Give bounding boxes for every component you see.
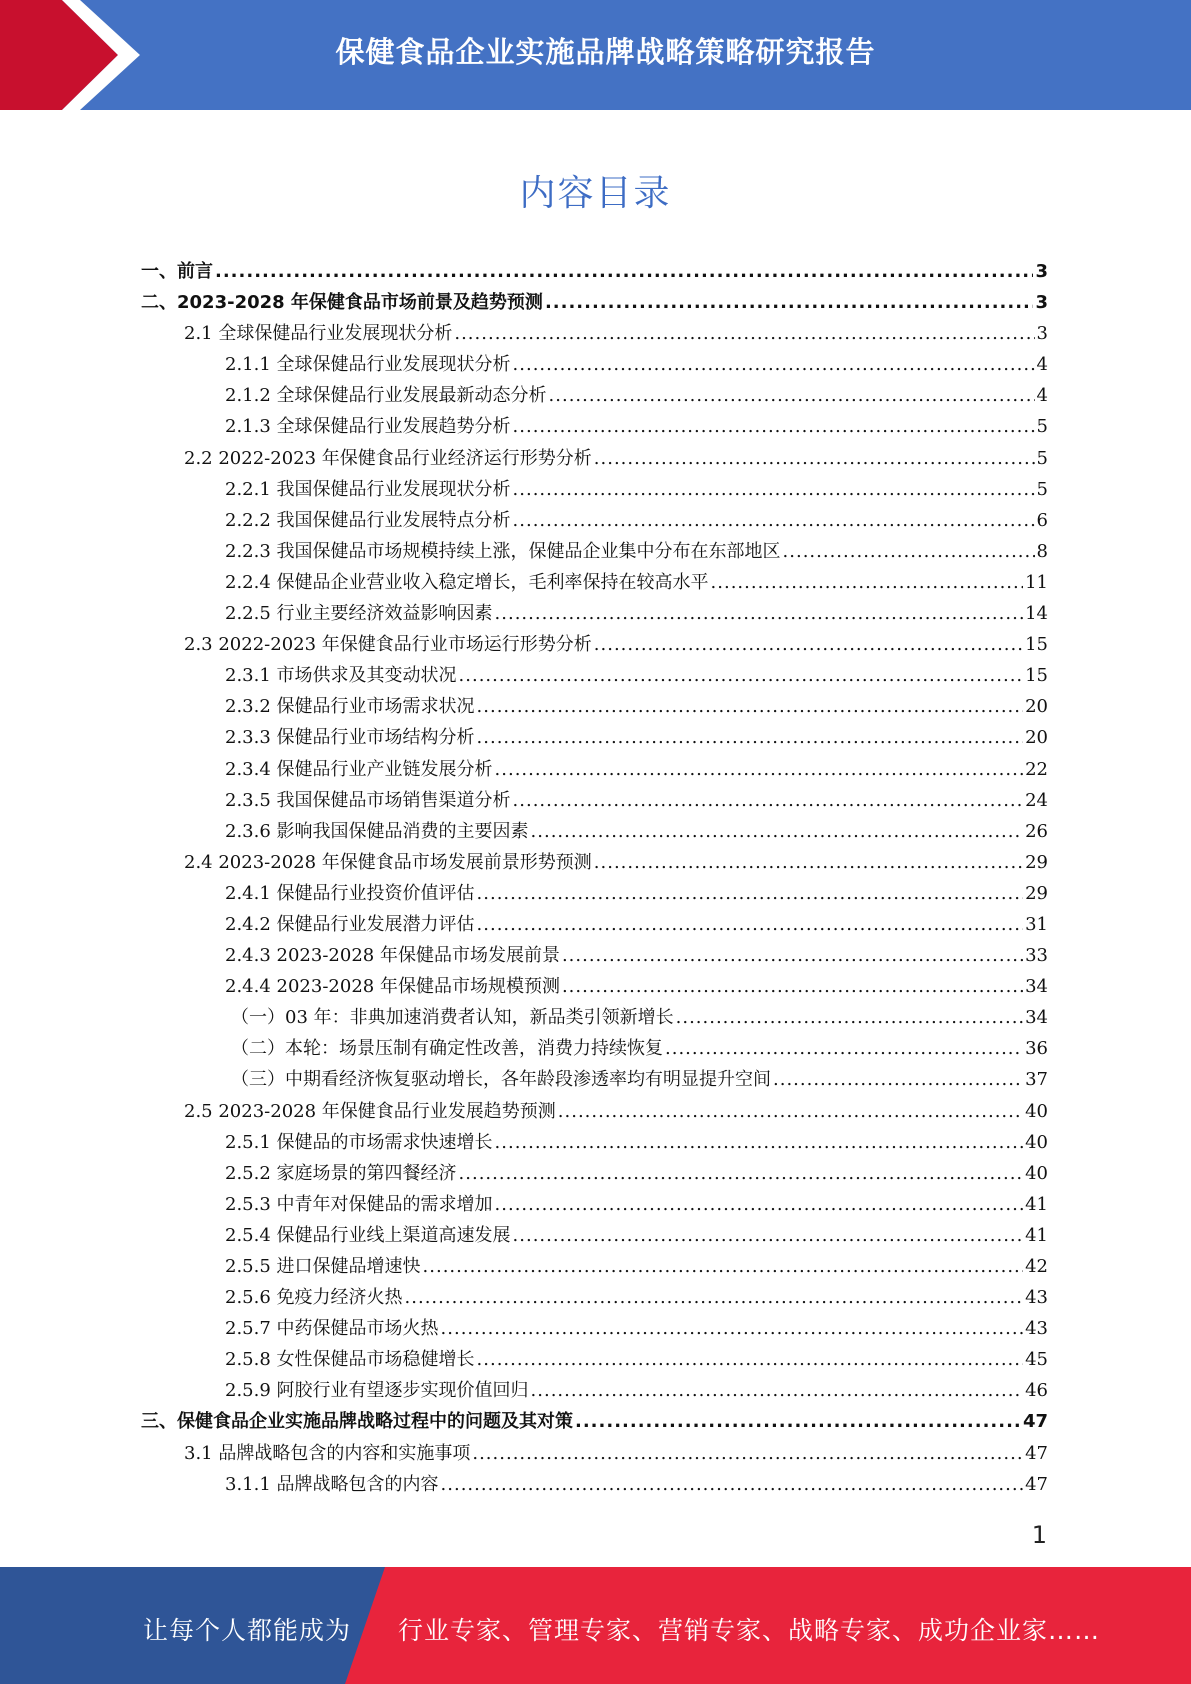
toc-entry-page: 15 xyxy=(1025,665,1048,687)
toc-entry-page: 24 xyxy=(1025,789,1048,811)
toc-dot-leader xyxy=(477,883,1024,904)
toc-entry[interactable] xyxy=(141,910,1048,941)
toc-entry-label: 2.3 2022-2023 年保健食品行业市场运行形势分析 xyxy=(184,634,592,656)
toc-dot-leader xyxy=(477,1349,1024,1370)
toc-entry[interactable] xyxy=(141,319,1048,350)
toc-entry[interactable] xyxy=(141,972,1048,1003)
toc-entry-page: 42 xyxy=(1025,1256,1048,1277)
toc-dot-leader xyxy=(531,821,1024,842)
toc-entry-page: 3 xyxy=(1035,261,1048,282)
toc-dot-leader xyxy=(711,572,1024,593)
toc-entry-label: 2.4.3 2023-2028 年保健品市场发展前景 xyxy=(225,945,560,967)
toc-entry[interactable] xyxy=(141,848,1048,879)
toc-entry[interactable] xyxy=(141,537,1048,568)
toc-entry-page: 43 xyxy=(1025,1287,1048,1309)
page-number: 1 xyxy=(1031,1521,1047,1549)
toc-entry[interactable] xyxy=(141,257,1048,288)
toc-dot-leader xyxy=(513,1225,1024,1246)
toc-entry[interactable] xyxy=(141,786,1048,817)
toc-dot-leader xyxy=(513,354,1035,375)
toc-dot-leader xyxy=(676,1007,1023,1028)
toc-entry[interactable] xyxy=(141,412,1048,443)
toc-dot-leader xyxy=(441,1318,1024,1339)
toc-entry-page: 5 xyxy=(1036,478,1048,500)
toc-entry-page: 14 xyxy=(1025,603,1048,625)
toc-entry[interactable] xyxy=(141,1407,1048,1438)
toc-entry-label: 三、保健食品企业实施品牌战略过程中的问题及其对策 xyxy=(141,1411,573,1433)
toc-entry-page: 6 xyxy=(1036,509,1048,531)
toc-entry-page: 40 xyxy=(1025,1162,1048,1184)
toc-entry-page: 31 xyxy=(1025,913,1048,935)
toc-dot-leader xyxy=(594,448,1035,469)
toc-entry-label: 2.4 2023-2028 年保健食品市场发展前景形势预测 xyxy=(184,851,592,873)
toc-entry[interactable] xyxy=(141,817,1048,848)
toc-entry-label: 2.5.8 女性保健品市场稳健增长 xyxy=(225,1349,475,1371)
toc-dot-leader xyxy=(477,727,1024,748)
toc-entry-label: 2.5.5 进口保健品增速快 xyxy=(225,1256,421,1277)
toc-entry-page: 20 xyxy=(1025,727,1048,749)
toc-entry[interactable] xyxy=(141,1190,1048,1221)
toc-entry[interactable] xyxy=(141,1221,1048,1252)
toc-dot-leader xyxy=(549,385,1035,406)
toc-entry-page: 34 xyxy=(1025,976,1048,998)
toc-entry[interactable] xyxy=(141,941,1048,972)
toc-dot-leader xyxy=(562,976,1023,997)
toc-entry-page: 4 xyxy=(1036,385,1048,407)
toc-entry-page: 37 xyxy=(1025,1069,1048,1091)
toc-dot-leader xyxy=(215,261,1033,282)
toc-entry-label: （一）03 年：非典加速消费者认知，新品类引领新增长 xyxy=(231,1007,674,1029)
toc-dot-leader xyxy=(513,790,1024,811)
toc-entry-page: 3 xyxy=(1036,323,1048,345)
toc-entry[interactable] xyxy=(141,661,1048,692)
toc-dot-leader xyxy=(459,665,1024,686)
toc-entry-label: 2.1.1 全球保健品行业发展现状分析 xyxy=(225,354,511,376)
toc-entry[interactable] xyxy=(141,1065,1048,1096)
toc-entry-page: 29 xyxy=(1025,851,1048,873)
toc-dot-leader xyxy=(665,1038,1023,1059)
toc-entry-label: 2.5.1 保健品的市场需求快速增长 xyxy=(225,1131,493,1153)
toc-entry-page: 33 xyxy=(1025,945,1048,967)
toc-entry-label: 2.4.2 保健品行业发展潜力评估 xyxy=(225,913,475,935)
toc-entry-page: 29 xyxy=(1025,882,1048,904)
toc-dot-leader xyxy=(423,1256,1024,1277)
toc-dot-leader xyxy=(495,1132,1024,1153)
toc-entry-label: 一、前言 xyxy=(141,261,213,282)
toc-dot-leader xyxy=(495,759,1024,780)
toc-entry-label: 2.2.1 我国保健品行业发展现状分析 xyxy=(225,478,511,500)
toc-entry-page: 40 xyxy=(1025,1131,1048,1153)
toc-entry-page: 15 xyxy=(1025,634,1048,656)
toc-entry[interactable] xyxy=(141,1003,1048,1034)
toc-dot-leader xyxy=(513,479,1035,500)
toc-entry-label: 2.1 全球保健品行业发展现状分析 xyxy=(184,323,453,345)
toc-dot-leader xyxy=(545,292,1034,313)
toc-entry-label: 2.3.4 保健品行业产业链发展分析 xyxy=(225,758,493,780)
toc-entry-label: 2.4.1 保健品行业投资价值评估 xyxy=(225,882,475,904)
toc-entry-page: 47 xyxy=(1025,1442,1048,1464)
toc-entry[interactable] xyxy=(141,692,1048,723)
toc-entry-label: 2.5.6 免疫力经济火热 xyxy=(225,1287,403,1309)
toc-dot-leader xyxy=(558,1101,1023,1122)
toc-entry[interactable] xyxy=(141,1097,1048,1128)
table-of-contents xyxy=(141,257,1048,1501)
toc-entry-label: 2.1.2 全球保健品行业发展最新动态分析 xyxy=(225,385,547,407)
toc-entry[interactable] xyxy=(141,1345,1048,1376)
toc-dot-leader xyxy=(405,1287,1024,1308)
toc-entry-label: 3.1 品牌战略包含的内容和实施事项 xyxy=(184,1442,471,1464)
toc-entry[interactable] xyxy=(141,755,1048,786)
toc-entry[interactable] xyxy=(141,1376,1048,1407)
toc-entry-label: 2.3.3 保健品行业市场结构分析 xyxy=(225,727,475,749)
toc-entry-label: 2.3.2 保健品行业市场需求状况 xyxy=(225,696,475,718)
toc-entry-page: 5 xyxy=(1036,447,1048,469)
toc-dot-leader xyxy=(513,510,1035,531)
toc-entry[interactable] xyxy=(141,444,1048,475)
toc-entry-label: 2.5.2 家庭场景的第四餐经济 xyxy=(225,1162,457,1184)
toc-entry[interactable] xyxy=(141,1159,1048,1190)
toc-entry-page: 46 xyxy=(1025,1380,1048,1402)
toc-entry[interactable] xyxy=(141,381,1048,412)
toc-entry-label: 2.2.2 我国保健品行业发展特点分析 xyxy=(225,509,511,531)
toc-entry-page: 22 xyxy=(1025,758,1048,780)
toc-entry-label: （二）本轮：场景压制有确定性改善，消费力持续恢复 xyxy=(231,1038,663,1060)
toc-dot-leader xyxy=(459,1163,1024,1184)
toc-dot-leader xyxy=(575,1411,1021,1432)
footer-band xyxy=(0,1567,1191,1684)
toc-entry-page: 20 xyxy=(1025,696,1048,718)
toc-entry-page: 45 xyxy=(1025,1349,1048,1371)
toc-entry-page: 5 xyxy=(1036,416,1048,438)
toc-dot-leader xyxy=(531,1380,1024,1401)
toc-entry-page: 41 xyxy=(1025,1224,1048,1246)
toc-entry-label: 2.5.9 阿胶行业有望逐步实现价值回归 xyxy=(225,1380,529,1402)
toc-dot-leader xyxy=(562,945,1023,966)
toc-entry-label: 2.2.5 行业主要经济效益影响因素 xyxy=(225,603,493,625)
toc-entry-page: 4 xyxy=(1036,354,1048,376)
toc-entry[interactable] xyxy=(141,568,1048,599)
toc-entry[interactable] xyxy=(141,288,1048,319)
toc-dot-leader xyxy=(495,603,1024,624)
toc-entry-label: 二、2023-2028 年保健食品市场前景及趋势预测 xyxy=(141,292,543,314)
toc-entry-label: 2.2.4 保健品企业营业收入稳定增长，毛利率保持在较高水平 xyxy=(225,571,709,593)
toc-entry-page: 3 xyxy=(1035,292,1048,314)
toc-entry[interactable] xyxy=(141,599,1048,630)
toc-entry-label: 2.3.1 市场供求及其变动状况 xyxy=(225,665,457,687)
report-title: 保健食品企业实施品牌战略策略研究报告 xyxy=(335,35,876,69)
toc-entry-page: 47 xyxy=(1025,1473,1048,1495)
toc-entry[interactable] xyxy=(141,1314,1048,1345)
toc-entry[interactable] xyxy=(141,1470,1048,1501)
toc-dot-leader xyxy=(594,852,1023,873)
toc-entry[interactable] xyxy=(141,1283,1048,1314)
toc-entry-label: 2.2 2022-2023 年保健食品行业经济运行形势分析 xyxy=(184,447,592,469)
toc-dot-leader xyxy=(773,1069,1023,1090)
toc-entry-page: 26 xyxy=(1025,820,1048,842)
toc-dot-leader xyxy=(472,1443,1023,1464)
toc-entry[interactable] xyxy=(141,630,1048,661)
toc-entry[interactable] xyxy=(141,1034,1048,1065)
toc-entry-label: 2.2.3 我国保健品市场规模持续上涨，保健品企业集中分布在东部地区 xyxy=(225,540,781,562)
toc-entry-label: 2.5 2023-2028 年保健食品行业发展趋势预测 xyxy=(184,1100,556,1122)
toc-entry[interactable] xyxy=(141,723,1048,754)
toc-entry-label: 2.5.4 保健品行业线上渠道高速发展 xyxy=(225,1224,511,1246)
toc-entry[interactable] xyxy=(141,475,1048,506)
toc-dot-leader xyxy=(594,634,1023,655)
toc-entry[interactable] xyxy=(141,1128,1048,1159)
toc-entry-label: 2.3.5 我国保健品市场销售渠道分析 xyxy=(225,789,511,811)
toc-entry[interactable] xyxy=(141,350,1048,381)
toc-entry-page: 11 xyxy=(1025,571,1048,593)
toc-entry-page: 47 xyxy=(1022,1411,1048,1433)
toc-heading: 内容目录 xyxy=(519,173,672,214)
toc-entry-page: 34 xyxy=(1025,1007,1048,1029)
report-header-band xyxy=(0,0,1191,110)
toc-dot-leader xyxy=(454,323,1034,344)
toc-dot-leader xyxy=(441,1474,1024,1495)
toc-entry-label: 2.4.4 2023-2028 年保健品市场规模预测 xyxy=(225,976,560,998)
toc-entry-label: 2.5.7 中药保健品市场火热 xyxy=(225,1318,439,1340)
toc-dot-leader xyxy=(783,541,1035,562)
toc-entry-label: 2.5.3 中青年对保健品的需求增加 xyxy=(225,1193,493,1215)
toc-entry[interactable] xyxy=(141,1439,1048,1470)
toc-entry-page: 40 xyxy=(1025,1100,1048,1122)
toc-dot-leader xyxy=(477,914,1024,935)
footer-slogan-left: 让每个人都能成为 xyxy=(143,1616,352,1645)
toc-entry-page: 41 xyxy=(1025,1193,1048,1215)
toc-entry-label: 3.1.1 品牌战略包含的内容 xyxy=(225,1473,439,1495)
footer-slogan-right: 行业专家、管理专家、营销专家、战略专家、成功企业家…… xyxy=(398,1616,1101,1645)
toc-entry[interactable] xyxy=(141,1252,1048,1283)
toc-dot-leader xyxy=(477,696,1024,717)
toc-entry-label: （三）中期看经济恢复驱动增长，各年龄段渗透率均有明显提升空间 xyxy=(231,1069,771,1091)
toc-dot-leader xyxy=(495,1194,1024,1215)
toc-entry-page: 8 xyxy=(1036,540,1048,562)
toc-dot-leader xyxy=(513,416,1035,437)
toc-entry-label: 2.3.6 影响我国保健品消费的主要因素 xyxy=(225,820,529,842)
toc-entry[interactable] xyxy=(141,879,1048,910)
toc-entry[interactable] xyxy=(141,506,1048,537)
toc-entry-label: 2.1.3 全球保健品行业发展趋势分析 xyxy=(225,416,511,438)
toc-entry-page: 36 xyxy=(1025,1038,1048,1060)
toc-entry-page: 43 xyxy=(1025,1318,1048,1340)
